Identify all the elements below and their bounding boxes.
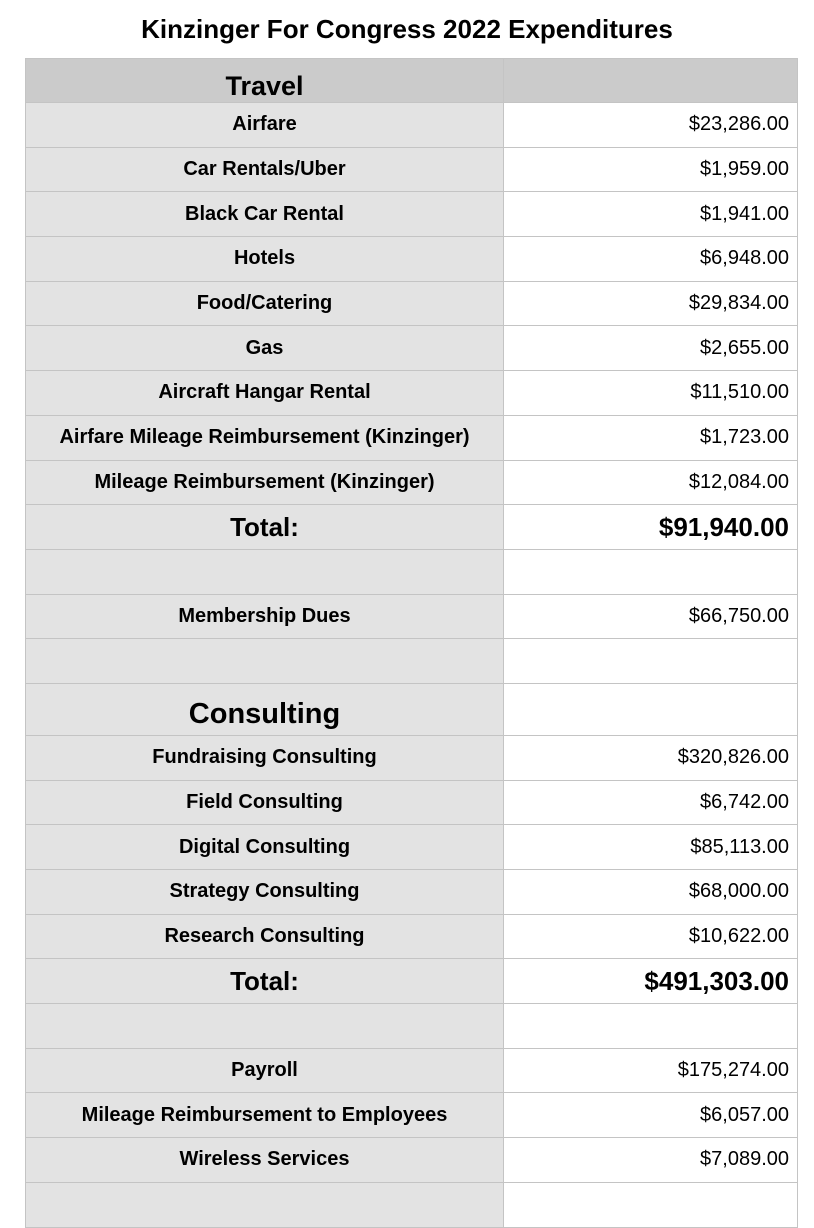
table-row: [26, 870, 798, 915]
row-label: Total:: [26, 505, 504, 550]
row-label: Mileage Reimbursement to Employees: [26, 1093, 504, 1138]
table-row: [26, 594, 798, 639]
row-value: [504, 639, 798, 684]
row-label: [26, 639, 504, 684]
row-label: Black Car Rental: [26, 192, 504, 237]
row-value: $29,834.00: [504, 281, 798, 326]
row-value: $320,826.00: [504, 735, 798, 780]
row-label: Food/Catering: [26, 281, 504, 326]
table-row: [26, 281, 798, 326]
row-label: Wireless Services: [26, 1138, 504, 1183]
row-label: Consulting: [26, 683, 504, 735]
row-value: $491,303.00: [504, 959, 798, 1004]
row-label: Digital Consulting: [26, 825, 504, 870]
table-row: [26, 237, 798, 282]
row-value: $6,742.00: [504, 780, 798, 825]
empty-row: [26, 639, 798, 684]
row-value: $175,274.00: [504, 1048, 798, 1093]
row-value: $68,000.00: [504, 870, 798, 915]
page-title: Kinzinger For Congress 2022 Expenditures: [141, 14, 673, 44]
table-row: [26, 192, 798, 237]
table-row: [26, 735, 798, 780]
row-value: $11,510.00: [504, 371, 798, 416]
header-row: [26, 59, 798, 103]
table-row: [26, 103, 798, 148]
row-value: $1,959.00: [504, 147, 798, 192]
table-row: [26, 780, 798, 825]
table-row: [26, 460, 798, 505]
row-value: [504, 1182, 798, 1227]
total-row: [26, 959, 798, 1004]
row-value: [504, 59, 798, 103]
empty-row: [26, 1182, 798, 1227]
empty-row: [26, 1004, 798, 1049]
row-label: Gas: [26, 326, 504, 371]
row-label: Strategy Consulting: [26, 870, 504, 915]
row-value: $23,286.00: [504, 103, 798, 148]
table-row: [26, 1048, 798, 1093]
row-value: [504, 1004, 798, 1049]
row-value: $12,084.00: [504, 460, 798, 505]
row-label: Hotels: [26, 237, 504, 282]
table-row: [26, 147, 798, 192]
row-label: Aircraft Hangar Rental: [26, 371, 504, 416]
row-label: Research Consulting: [26, 914, 504, 959]
table-row: [26, 415, 798, 460]
row-value: $85,113.00: [504, 825, 798, 870]
total-row: [26, 505, 798, 550]
table-row: [26, 1093, 798, 1138]
row-label: Airfare Mileage Reimbursement (Kinzinger): [26, 415, 504, 460]
row-label: Payroll: [26, 1048, 504, 1093]
table-row: [26, 326, 798, 371]
row-value: $2,655.00: [504, 326, 798, 371]
row-label: Travel: [26, 59, 504, 103]
header-consulting-row: [26, 683, 798, 735]
row-value: $1,941.00: [504, 192, 798, 237]
row-label: Field Consulting: [26, 780, 504, 825]
row-label: Car Rentals/Uber: [26, 147, 504, 192]
row-label: [26, 1182, 504, 1227]
row-label: Fundraising Consulting: [26, 735, 504, 780]
row-value: $10,622.00: [504, 914, 798, 959]
row-value: $91,940.00: [504, 505, 798, 550]
table-row: [26, 371, 798, 416]
row-label: Airfare: [26, 103, 504, 148]
row-value: $6,057.00: [504, 1093, 798, 1138]
row-label: Total:: [26, 959, 504, 1004]
row-value: [504, 549, 798, 594]
row-value: $1,723.00: [504, 415, 798, 460]
row-label: Mileage Reimbursement (Kinzinger): [26, 460, 504, 505]
row-value: $7,089.00: [504, 1138, 798, 1183]
row-value: $6,948.00: [504, 237, 798, 282]
empty-row: [26, 549, 798, 594]
row-value: [504, 683, 798, 735]
table-row: [26, 914, 798, 959]
row-label: Membership Dues: [26, 594, 504, 639]
row-value: $66,750.00: [504, 594, 798, 639]
expenditures-table: [25, 58, 798, 1228]
table-row: [26, 1138, 798, 1183]
row-label: [26, 1004, 504, 1049]
table-row: [26, 825, 798, 870]
row-label: [26, 549, 504, 594]
